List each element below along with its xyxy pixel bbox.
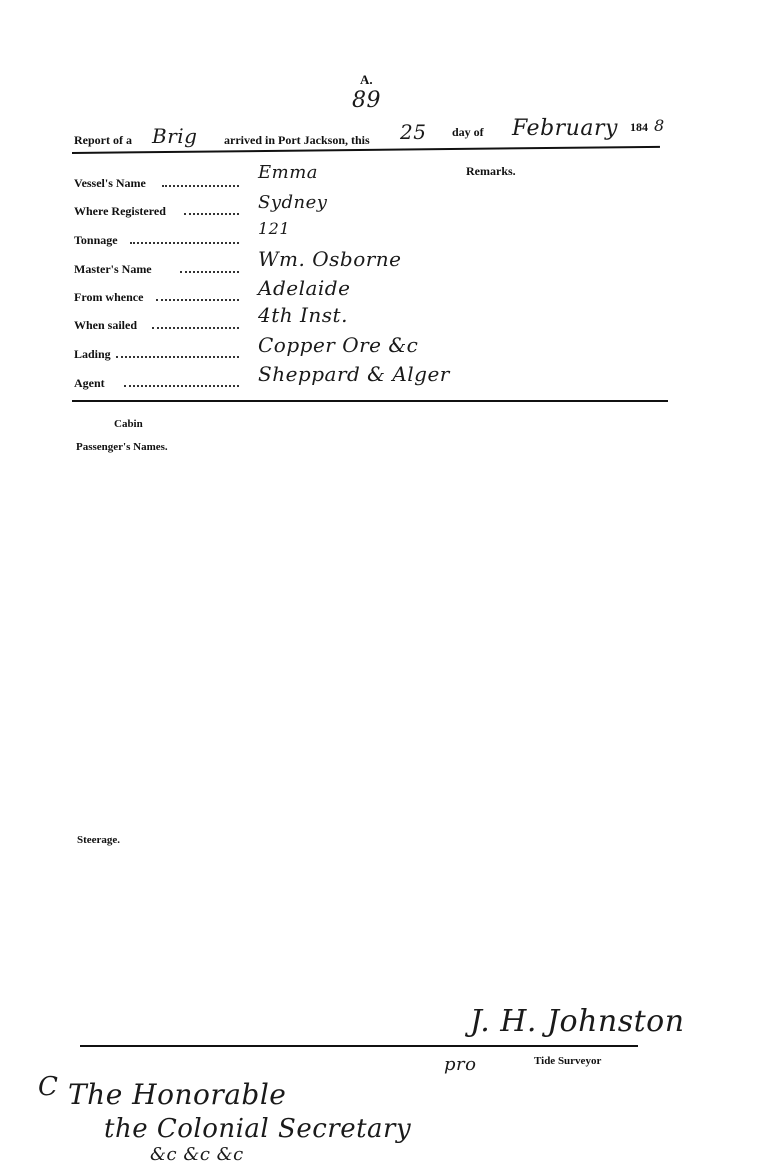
from-whence-value: Adelaide <box>258 276 351 300</box>
dot-leader <box>124 385 239 387</box>
dot-leader <box>180 271 239 273</box>
pro-text: pro <box>444 1054 477 1075</box>
dot-leader <box>152 327 239 329</box>
tonnage-value: 121 <box>258 219 291 238</box>
report-prefix: Report of a <box>74 133 132 147</box>
field-label: Master's Name <box>74 262 152 276</box>
remarks-label: Remarks. <box>466 164 516 178</box>
arrived-text: arrived in Port Jackson, this <box>224 133 370 147</box>
year-hand: 8 <box>654 116 665 135</box>
tide-surveyor-label: Tide Surveyor <box>534 1055 602 1067</box>
passenger-names-label: Passenger's Names. <box>76 441 168 453</box>
field-label: Where Registered <box>74 204 166 218</box>
field-row <box>74 343 239 361</box>
surveyor-signature: J. H. Johnston <box>470 1004 685 1039</box>
addressee-line-2: the Colonial Secretary <box>104 1114 412 1144</box>
addressee-line-3: &c &c &c <box>150 1144 244 1165</box>
vessel-name-value: Emma <box>258 162 319 183</box>
when-sailed-value: 4th Inst. <box>258 303 348 327</box>
field-row <box>74 200 239 218</box>
field-row <box>74 172 239 190</box>
report-number: 89 <box>352 88 381 113</box>
agent-value: Sheppard & Alger <box>258 362 450 386</box>
field-row <box>74 372 239 390</box>
signature-rule <box>80 1045 638 1047</box>
addressee-line-1: The Honorable <box>68 1078 287 1111</box>
field-row <box>74 314 239 332</box>
field-label: When sailed <box>74 318 138 332</box>
field-row <box>74 286 239 304</box>
where-registered-value: Sydney <box>258 192 328 213</box>
field-row <box>74 229 239 247</box>
day-of-text: day of <box>452 125 484 139</box>
dot-leader <box>184 213 239 215</box>
arrival-day: 25 <box>400 120 427 144</box>
fields-bottom-rule <box>72 400 668 402</box>
field-label: Agent <box>74 376 105 390</box>
margin-mark: C <box>38 1072 59 1102</box>
dot-leader <box>156 299 239 301</box>
dot-leader <box>162 185 239 187</box>
steerage-label: Steerage. <box>77 834 121 846</box>
form-letter: A. <box>360 72 373 87</box>
dot-leader <box>116 356 239 358</box>
master-name-value: Wm. Osborne <box>258 247 402 271</box>
cabin-label: Cabin <box>114 418 143 430</box>
field-label: Tonnage <box>74 233 118 247</box>
dot-leader <box>130 242 239 244</box>
vessel-type: Brig <box>152 124 198 148</box>
field-label: Vessel's Name <box>74 176 146 190</box>
arrival-month: February <box>512 116 618 141</box>
lading-value: Copper Ore &c <box>258 333 419 357</box>
field-row <box>74 258 239 276</box>
year-print: 184 <box>630 120 648 134</box>
field-label: From whence <box>74 290 144 304</box>
field-label: Lading <box>74 347 111 361</box>
